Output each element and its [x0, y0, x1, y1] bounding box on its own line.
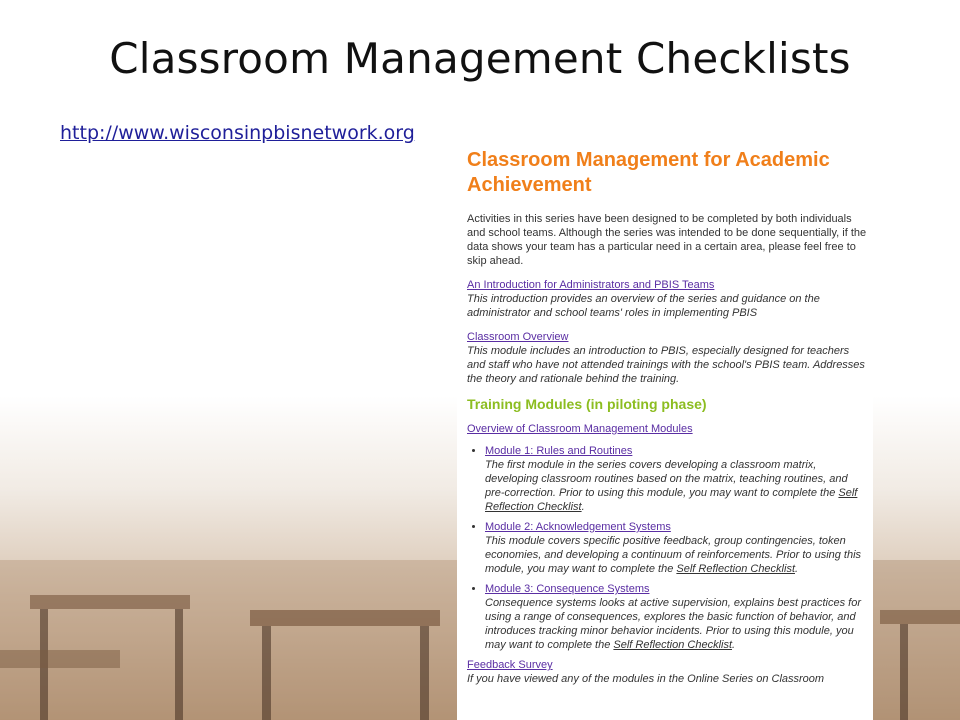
module-1-link[interactable]: Module 1: Rules and Routines — [485, 445, 633, 457]
module-2-end: . — [795, 563, 799, 575]
intro-text: Activities in this series have been designed to be completed by both individuals and school teams. Although the series was intended to be done sequentially, if the data shows your team has a particular need in a certain area, please feel free to skip ahead. — [467, 213, 867, 267]
page-heading: Classroom Management for Academic Achievement — [467, 149, 830, 196]
webpage-screenshot — [457, 140, 873, 720]
list-item — [485, 444, 867, 514]
overview-section — [467, 422, 867, 436]
module-3-checklist-link[interactable]: Self Reflection Checklist — [613, 639, 733, 651]
module-2-link[interactable]: Module 2: Acknowledgement Systems — [485, 521, 671, 533]
list-item — [485, 582, 867, 652]
modules-overview-link[interactable]: Overview of Classroom Management Modules — [467, 423, 693, 435]
feedback-desc: If you have viewed any of the modules in the Online Series on Classroom — [467, 673, 825, 685]
module-2-desc: This module covers specific positive feedback, group contingencies, token economies, and developing a continuum of reinforcements. Prior to using this module, you may want to complete the — [485, 535, 862, 575]
module-3-link[interactable]: Module 3: Consequence Systems — [485, 583, 650, 595]
classroom-overview-section — [467, 330, 867, 386]
module-1-desc: The first module in the series covers developing a classroom matrix, developing classroom routines based on the matrix, teaching routines, and pre-correction. Prior to using this module, you may want to complete the — [485, 459, 848, 499]
admin-intro-desc: This introduction provides an overview of the series and guidance on the administrator and school teams' roles in implementing PBIS — [467, 293, 820, 319]
module-3-desc: Consequence systems looks at active supervision, explains best practices for using a range of consequences, explores the basic function of behavior, and introduces tracking minor behavior incidents. Prior to using this module, you may want to complete the — [485, 597, 862, 651]
classroom-overview-desc: This module includes an introduction to PBIS, especially designed for teachers and staff who have not attended trainings with the school's PBIS team. Addresses the theory and rationale behind the training. — [467, 345, 865, 385]
list-item — [485, 520, 867, 576]
module-3-end: . — [732, 639, 736, 651]
admin-intro-link[interactable]: An Introduction for Administrators and PBIS Teams — [467, 279, 715, 291]
module-list — [467, 444, 867, 652]
module-1-checklist-link[interactable]: Self Reflection Checklist — [485, 487, 858, 513]
feedback-section — [467, 658, 867, 686]
classroom-overview-link[interactable]: Classroom Overview — [467, 331, 569, 343]
admin-intro-section — [467, 278, 867, 320]
feedback-survey-link[interactable]: Feedback Survey — [467, 659, 553, 671]
slide-title: Classroom Management Checklists — [109, 34, 851, 83]
training-modules-heading: Training Modules (in piloting phase) — [467, 396, 707, 412]
module-1-end: . — [581, 501, 585, 513]
website-link[interactable]: http://www.wisconsinpbisnetwork.org — [60, 122, 415, 144]
module-2-checklist-link[interactable]: Self Reflection Checklist — [676, 563, 795, 575]
